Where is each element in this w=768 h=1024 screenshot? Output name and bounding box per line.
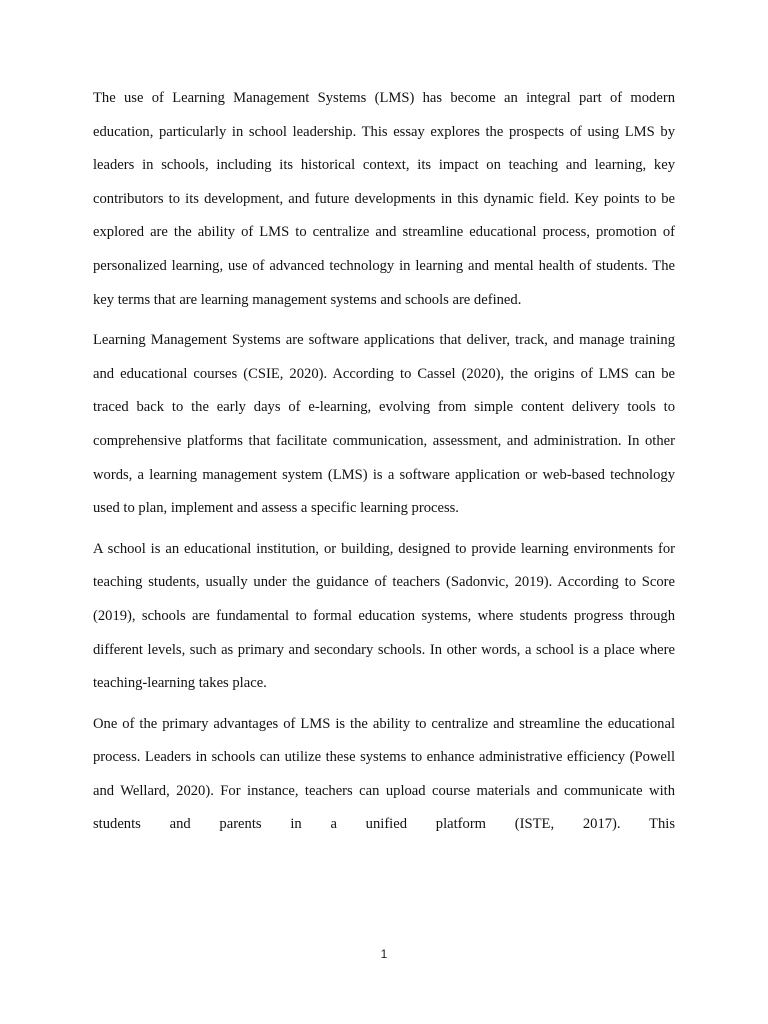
paragraph-lms-advantages: One of the primary advantages of LMS is the ability to centralize and streamline the educational process. Leaders in schools can utilize these systems to enhance administrative efficiency (Powell and Wellard, 2020). For instance, teachers can upload course materials and communicate with students and parents in a unified platform (ISTE, 2017). This <box>93 715 675 833</box>
paragraph-school-definition: A school is an educational institution, or building, designed to provide learning environments for teaching students, usually under the guidance of teachers (Sadonvic, 2019). According to Score (2019), schools are fundamental to formal education systems, where students progress through different levels, such as primary and secondary schools. In other words, a school is a place where teaching-learning takes place. <box>93 540 675 692</box>
document-body <box>93 82 675 849</box>
paragraph-lms-definition: Learning Management Systems are software applications that deliver, track, and manage training and educational courses (CSIE, 2020). According to Cassel (2020), the origins of LMS can be traced back to the early days of e-learning, evolving from simple content delivery tools to comprehensive platforms that facilitate communication, assessment, and administration. In other words, a learning management system (LMS) is a software application or web-based technology used to plan, implement and assess a specific learning process. <box>93 332 675 517</box>
paragraph-introduction: The use of Learning Management Systems (LMS) has become an integral part of modern education, particularly in school leadership. This essay explores the prospects of using LMS by leaders in schools, including its historical context, its impact on teaching and learning, key contributors to its development, and future developments in this dynamic field. Key points to be explored are the ability of LMS to centralize and streamline educational process, promotion of personalized learning, use of advanced technology in learning and mental health of students. The key terms that are learning management systems and schools are defined. <box>93 90 675 308</box>
page-number: 1 <box>380 947 388 961</box>
